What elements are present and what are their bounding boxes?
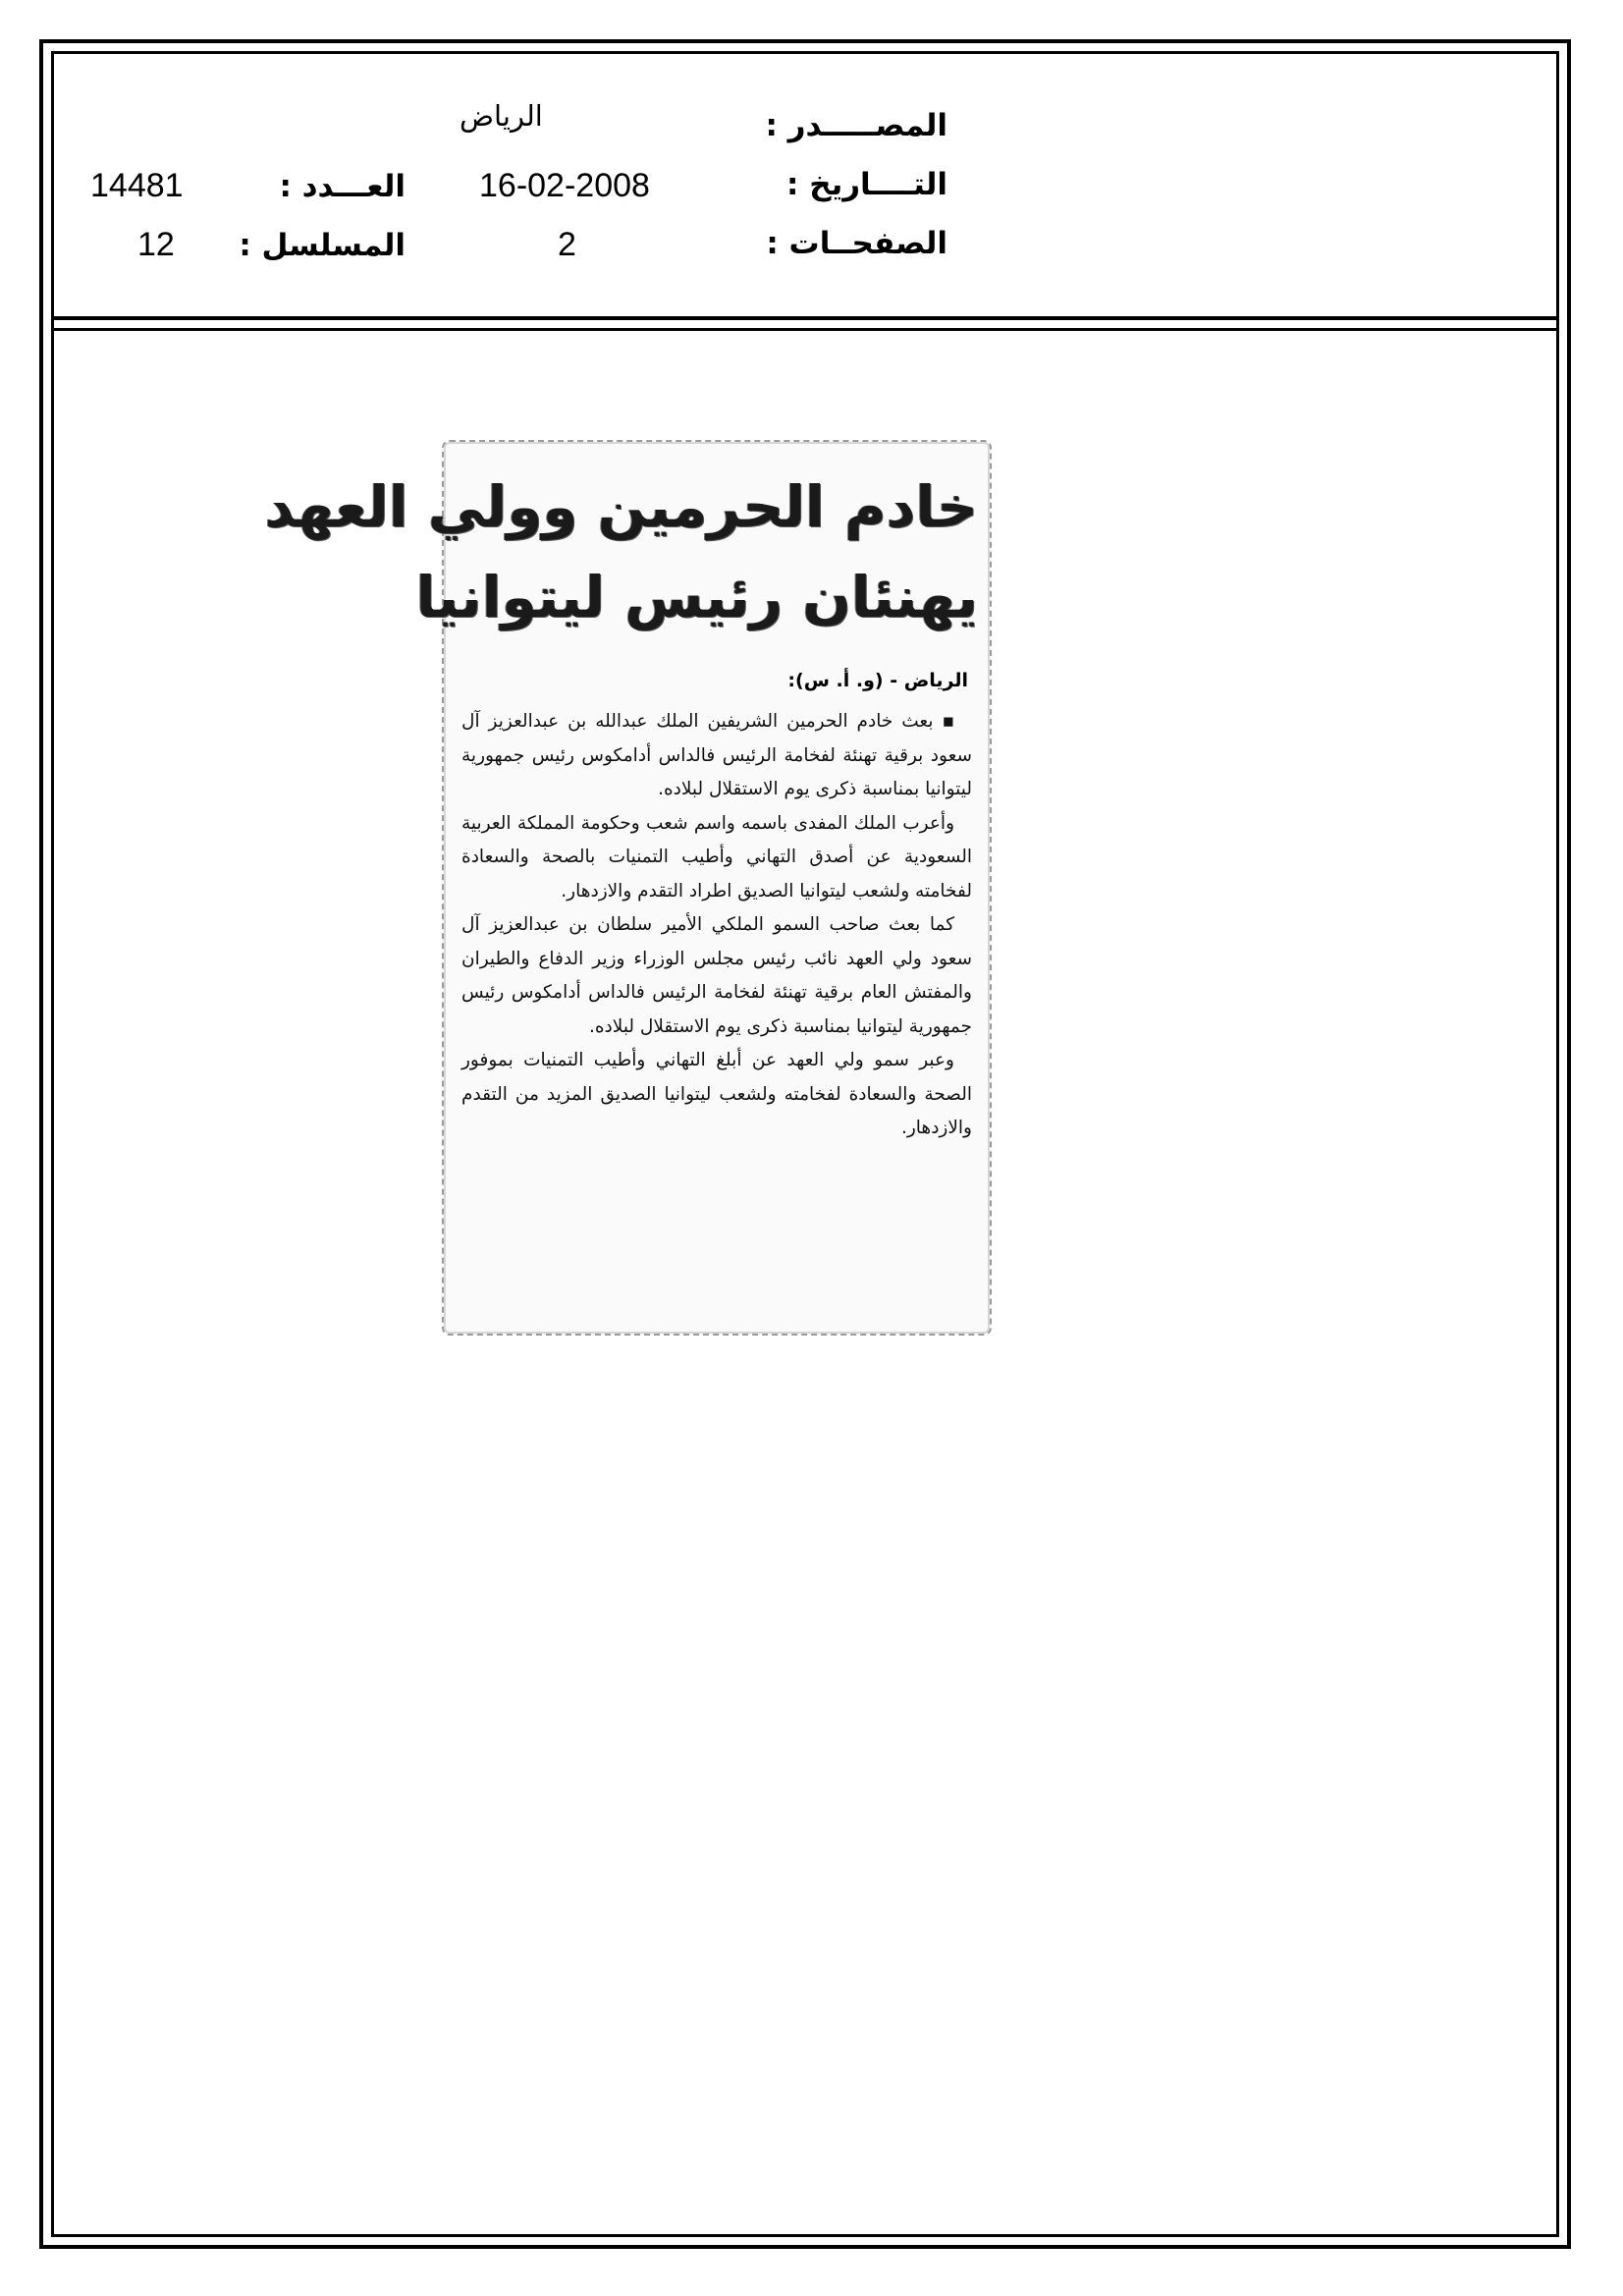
header-divider-inner <box>51 328 1559 331</box>
serial-label: المسلسل : <box>239 228 406 263</box>
article-paragraph: ▪ بعث خادم الحرمين الشريفين الملك عبدالله بن عبدالعزيز آل سعود برقية تهنئة لفخامة الرئيس فالداس أدامكوس رئيس جمهورية ليتوانيا بمناسبة ذكرى يوم الاستقلال لبلاده. <box>461 711 972 799</box>
article-dateline: الرياض - (و. أ. س): <box>787 670 968 691</box>
article-headline-line1: خادم الحرمين وولي العهد <box>264 473 978 540</box>
article-paragraph: كما بعث صاحب السمو الملكي الأمير سلطان بن عبدالعزيز آل سعود ولي العهد نائب رئيس مجلس الوزراء وزير الدفاع والطيران والمفتش العام برقية تهنئة لفخامة الرئيس فالداس أدامكوس رئيس جمهورية ليتوانيا بمناسبة ذكرى يوم الاستقلال لبلاده. <box>461 914 972 1037</box>
article-headline-line2: يهنئان رئيس ليتوانيا <box>415 564 978 630</box>
article-paragraph: وأعرب الملك المفدى باسمه واسم شعب وحكومة المملكة العربية السعودية عن أصدق التهاني وأطيب التمنيات بالصحة والسعادة لفخامته ولشعب ليتوانيا الصديق اطراد التقدم والازدهار. <box>461 812 972 902</box>
source-label: المصـــــدر : <box>765 108 947 143</box>
issue-value: 14481 <box>90 167 184 204</box>
date-label: التــــاريخ : <box>786 167 947 202</box>
date-value: 16-02-2008 <box>479 167 650 204</box>
newspaper-clipping <box>264 440 992 1336</box>
serial-value: 12 <box>137 226 175 263</box>
article-paragraph: وعبر سمو ولي العهد عن أبلغ التهاني وأطيب التمنيات بموفور الصحة والسعادة لفخامته ولشعب ليتوانيا الصديق المزيد من التقدم والازدهار. <box>461 1050 972 1138</box>
pages-label: الصفحــات : <box>766 226 947 261</box>
pages-value: 2 <box>558 226 576 263</box>
issue-label: العـــدد : <box>279 169 406 204</box>
header-divider <box>51 316 1559 320</box>
article-body <box>461 705 972 1146</box>
source-value: الرياض <box>460 101 543 133</box>
